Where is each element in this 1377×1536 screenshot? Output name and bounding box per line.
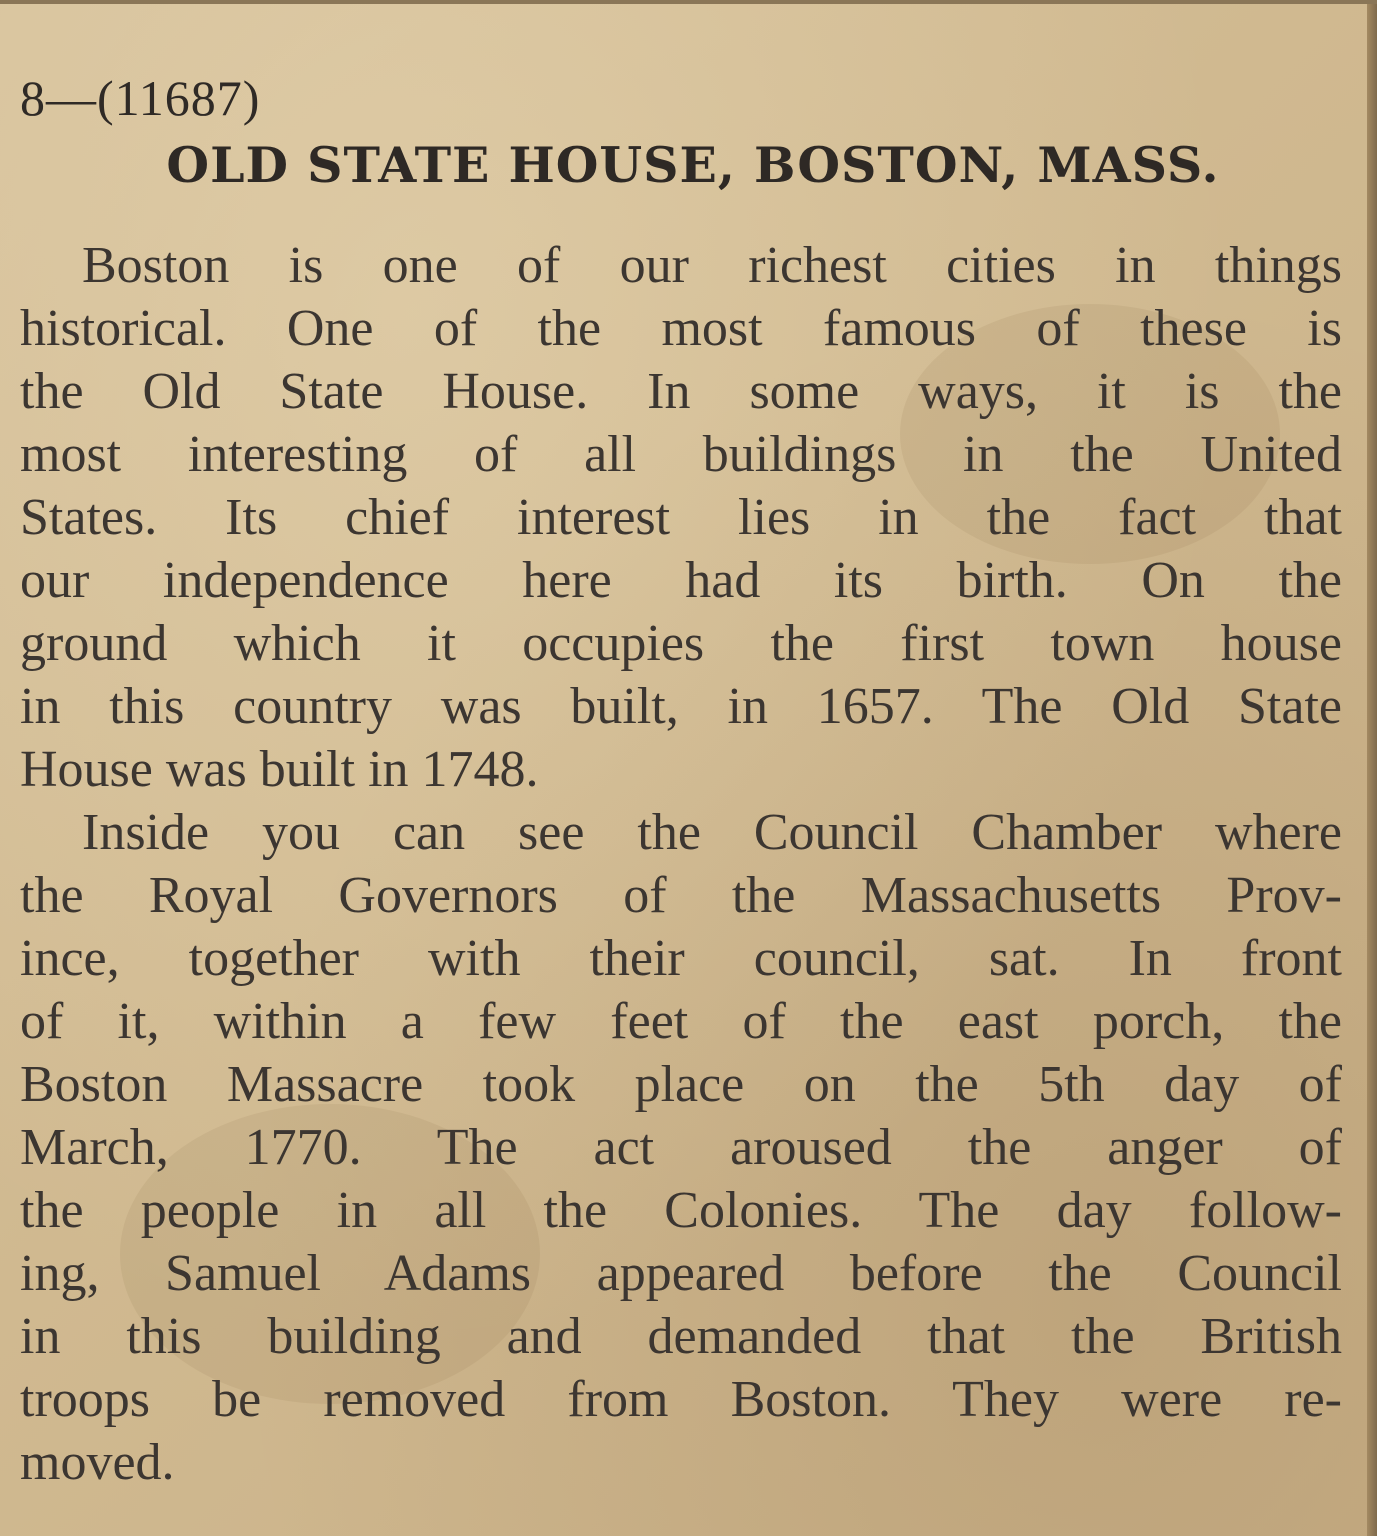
text-line: ground which it occupies the first town house <box>20 615 1342 672</box>
text-line: House was built in 1748. <box>20 741 539 798</box>
text-line: Boston Massacre took place on the 5th day of <box>20 1056 1342 1113</box>
text-line: our independence here had its birth. On the <box>20 552 1342 609</box>
text-line: States. Its chief interest lies in the fact that <box>20 489 1342 546</box>
text-line: historical. One of the most famous of these is <box>20 300 1342 357</box>
text-line: of it, within a few feet of the east porch, the <box>20 993 1342 1050</box>
text-line: the Royal Governors of the Massachusetts Prov- <box>20 867 1342 924</box>
card-right-edge <box>1367 4 1377 1536</box>
text-line: Boston is one of our richest cities in things <box>82 237 1342 294</box>
text-line: March, 1770. The act aroused the anger of <box>20 1119 1342 1176</box>
card-title: OLD STATE HOUSE, BOSTON, MASS. <box>166 136 1220 194</box>
text-line: the Old State House. In some ways, it is the <box>20 363 1342 420</box>
text-line: Inside you can see the Council Chamber where <box>82 804 1342 861</box>
text-line: in this building and demanded that the British <box>20 1308 1342 1365</box>
text-line: troops be removed from Boston. They were re- <box>20 1371 1342 1428</box>
catalog-number: 8—(11687) <box>20 70 261 126</box>
text-line: ing, Samuel Adams appeared before the Council <box>20 1245 1342 1302</box>
paragraph-2 <box>20 801 1342 1494</box>
text-line: the people in all the Colonies. The day follow- <box>20 1182 1342 1239</box>
text-line: moved. <box>20 1434 175 1491</box>
description-body <box>20 234 1342 1494</box>
text-line: ince, together with their council, sat. In front <box>20 930 1342 987</box>
text-line: most interesting of all buildings in the United <box>20 426 1342 483</box>
text-line: in this country was built, in 1657. The Old State <box>20 678 1342 735</box>
paragraph-1 <box>20 234 1342 801</box>
card-text-block <box>20 66 1342 1494</box>
